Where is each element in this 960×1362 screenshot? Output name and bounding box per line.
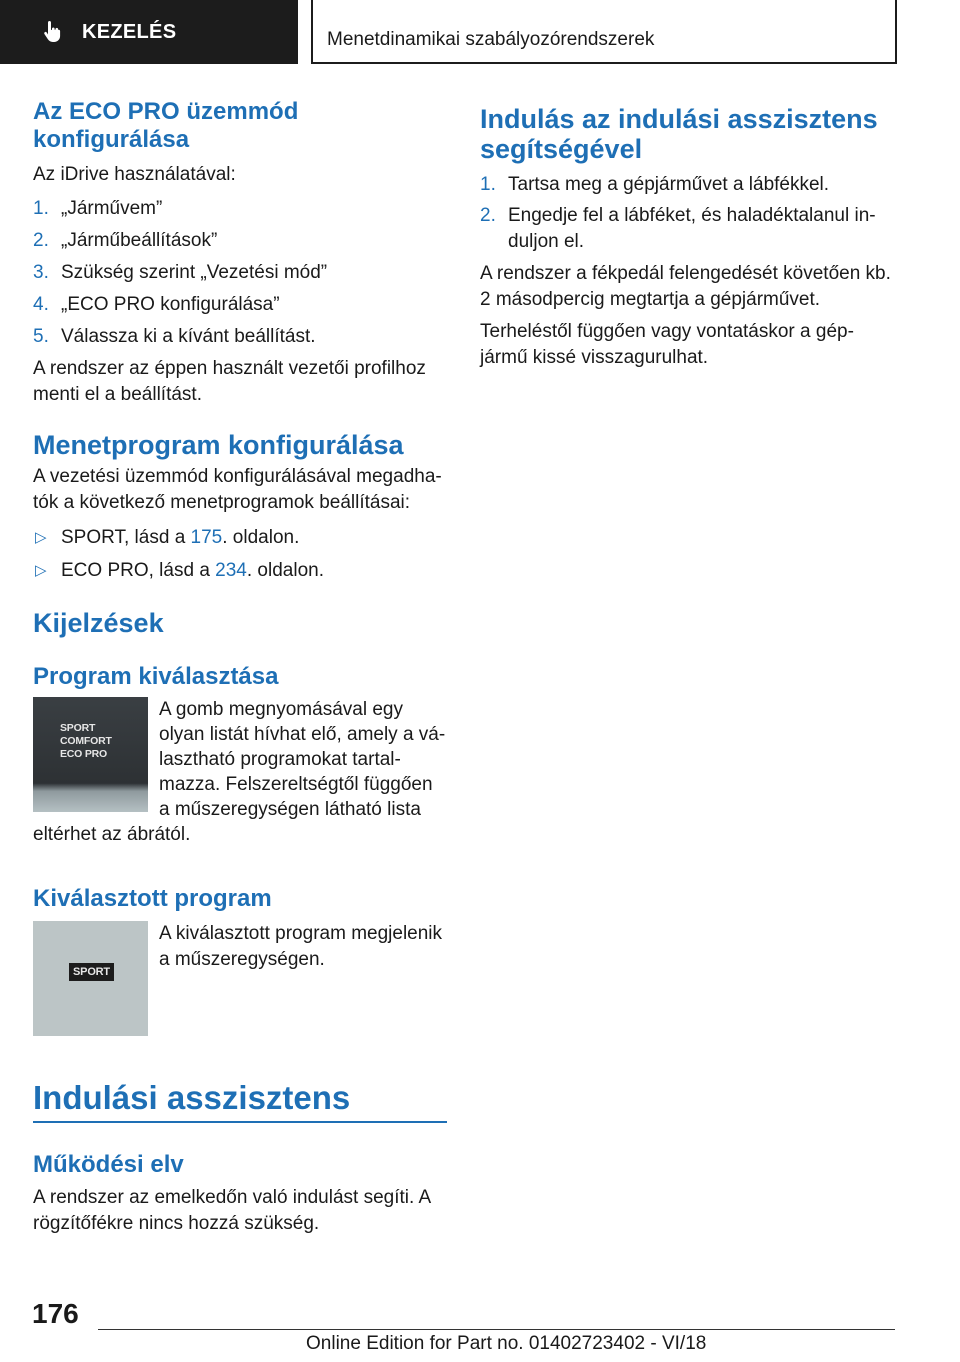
- indulas-heading: Indulás az indulási asszisztens segítségével: [480, 104, 878, 164]
- heading-underline: [33, 1121, 447, 1123]
- program-selection-block: [33, 697, 447, 847]
- menetprogram-heading: Menetprogram konfigurálása: [33, 430, 404, 460]
- section-label: KEZELÉS: [82, 20, 177, 43]
- chapter-title: Menetdinamikai szabályozórendszerek: [327, 29, 655, 50]
- list-item: 2. „Járműbeállítások”: [33, 230, 218, 251]
- indulas-paragraph-1: A rendszer a fékpedál felengedését követően kb. 2 másodpercig megtartja a gépjárművet.: [480, 263, 891, 310]
- sport-badge: SPORT: [69, 963, 114, 981]
- header-section-tab: [0, 0, 298, 64]
- indulas-paragraph-2: Terheléstől függően vagy vontatáskor a gépjármű kissé visszagurulhat.: [480, 321, 854, 368]
- list-item: ▷ ECO PRO, lásd a 234. oldalon.: [33, 558, 447, 584]
- indulas-steps: [480, 172, 895, 255]
- selected-program-heading: Kiválasztott program: [33, 885, 272, 912]
- mukodesi-elv-heading: Működési elv: [33, 1151, 184, 1178]
- eco-intro: Az iDrive használatával:: [33, 164, 236, 185]
- menetprogram-intro: A vezetési üzemmód konfigurálásával megadhatók a következő menetprogramok beállításai:: [33, 466, 442, 513]
- list-item: 3. Szükség szerint „Vezetési mód”: [33, 262, 328, 283]
- footer-rule: [98, 1329, 895, 1330]
- triangle-bullet-icon: ▷: [35, 529, 47, 546]
- list-item: 1. Tartsa meg a gépjárművet a lábfékkel.: [480, 174, 830, 195]
- eco-note: A rendszer az éppen használt vezetői profilhoz menti el a beállítást.: [33, 358, 426, 405]
- page-link-234[interactable]: 234: [215, 560, 247, 581]
- header-chapter-box: [311, 0, 897, 64]
- indulasi-asszisztens-heading: Indulási asszisztens: [33, 1079, 351, 1116]
- menetprogram-list: [33, 525, 447, 584]
- page-link-175[interactable]: 175: [190, 527, 223, 548]
- kijelzesek-heading: Kijelzések: [33, 608, 164, 638]
- list-item: 2. Engedje fel a lábféket, és haladéktalanul induljon el.: [480, 205, 876, 252]
- list-item: 4. „ECO PRO konfigurálása”: [33, 294, 280, 315]
- page-number: 176: [32, 1298, 79, 1329]
- program-list-figure-text: SPORT COMFORT ECO PRO: [60, 722, 112, 760]
- hand-pointer-icon: [40, 20, 64, 44]
- eco-config-heading: Az ECO PRO üzemmód konfigurálása: [33, 98, 299, 153]
- selected-program-text: A kiválasztott program megjelenik a műszeregységen.: [159, 923, 443, 970]
- list-item: 1. „Járművem”: [33, 198, 163, 219]
- footer-edition: Online Edition for Part no. 01402723402 - VI/18: [306, 1333, 707, 1354]
- program-selection-heading: Program kiválasztása: [33, 663, 279, 690]
- selected-program-block: [33, 921, 447, 1040]
- left-column: [33, 98, 447, 1237]
- selected-program-figure: [33, 921, 148, 1036]
- program-selection-text: A gomb megnyomásával egy olyan listát hívhat elő, amely a választható programokat tartalmazza. Felszereltségtől függően a műszeregységen látható lista eltérhet az ábrától.: [33, 699, 446, 845]
- program-list-figure: [33, 697, 148, 812]
- list-item: ▷ SPORT, lásd a 175. oldalon.: [33, 525, 447, 551]
- list-item: 5. Válassza ki a kívánt beállítást.: [33, 326, 316, 347]
- eco-steps: [33, 196, 447, 350]
- triangle-bullet-icon: ▷: [35, 562, 47, 579]
- right-column: [480, 104, 895, 371]
- mukodesi-elv-text: A rendszer az emelkedőn való indulást segíti. A rögzítőfékre nincs hozzá szükség.: [33, 1187, 431, 1234]
